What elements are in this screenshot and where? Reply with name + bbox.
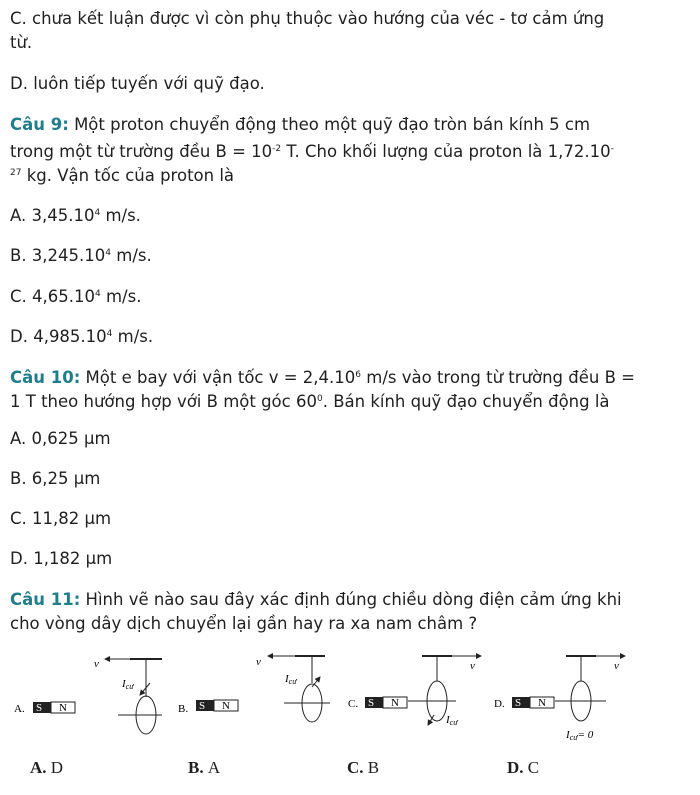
line-option-c-cont: từ. xyxy=(10,33,33,52)
question-11-line2: cho vòng dây dịch chuyển lại gần hay ra xa nam châm ? xyxy=(10,614,478,633)
figure-option-a xyxy=(14,658,162,734)
line-option-c: C. chưa kết luận được vì còn phụ thuộc vào hướng của véc - tơ cảm ứng xyxy=(10,9,605,28)
question-10-label: Câu 10: xyxy=(10,368,81,387)
q10-option-b: B. 6,25 μm xyxy=(10,469,101,488)
magnet-n-b: N xyxy=(222,700,230,712)
magnet-s-d: S xyxy=(515,697,522,709)
magnet-n-a: N xyxy=(59,702,67,714)
answer-a: A. D xyxy=(30,758,64,777)
icu-label-c: Icư xyxy=(446,714,458,727)
q10-option-c: C. 11,82 μm xyxy=(10,509,112,528)
q9-exp2: - xyxy=(610,144,614,154)
fig-label-b: B. xyxy=(178,703,189,715)
q9-option-a: A. 3,45.10$^4$ m/s. xyxy=(10,206,141,225)
question-9-text: Một proton chuyển động theo một quỹ đạo tròn bán kính 5 cm xyxy=(68,115,591,134)
magnet-s-c: S xyxy=(368,697,375,709)
icu-zero-label-d: Icư= 0 xyxy=(566,729,594,742)
magnet-n-d: N xyxy=(538,697,546,709)
q9-option-d: D. 4,985.10$^4$ m/s. xyxy=(10,327,154,346)
magnet-s-b: S xyxy=(199,700,206,712)
magnet-n-c: N xyxy=(391,697,399,709)
v-label-d: v xyxy=(614,660,619,672)
q10-option-a: A. 0,625 μm xyxy=(10,429,111,448)
answer-d: D. C xyxy=(507,758,540,777)
question-11-label: Câu 11: xyxy=(10,590,81,609)
q9-text-b1: trong một từ trường đều B = 10 xyxy=(10,142,273,161)
fig-label-c: C. xyxy=(348,698,359,710)
q9-exp1: -2 xyxy=(272,144,282,154)
figure-option-b xyxy=(178,656,330,722)
question-9-line1 xyxy=(10,114,590,136)
v-label-b: v xyxy=(256,656,261,668)
v-label-c: v xyxy=(470,660,475,672)
answer-b: B. A xyxy=(188,758,221,777)
q9-option-b: B. 3,245.10$^4$ m/s. xyxy=(10,246,152,265)
figure-option-d xyxy=(494,656,625,742)
question-9-line2 xyxy=(10,138,614,163)
question-11-line1: Câu 11: Hình vẽ nào sau đây xác định đúng chiều dòng điện cảm ứng khi xyxy=(10,590,622,609)
q9-text-c: kg. Vận tốc của proton là xyxy=(21,166,235,185)
magnet-s-a: S xyxy=(36,702,43,714)
icu-label-a: Icư xyxy=(122,678,134,691)
fig-label-a: A. xyxy=(14,703,25,715)
line-option-d: D. luôn tiếp tuyến với quỹ đạo. xyxy=(10,74,265,93)
fig-label-d: D. xyxy=(494,698,505,710)
question-10-line2: 1 T theo hướng hợp với B một góc $60^0$. Bán kính quỹ đạo chuyển động là xyxy=(10,392,610,411)
q10-option-d: D. 1,182 μm xyxy=(10,549,113,568)
question-10-line1: Câu 10: Một e bay với vận tốc $v = 2,4.10^6$ m/s vào trong từ trường đều B = xyxy=(10,368,635,387)
answer-c: C. B xyxy=(347,758,380,777)
q9-text-b2: T. Cho khối lượng của proton là 1,72.10 xyxy=(281,142,611,161)
icu-label-b: Icư xyxy=(285,673,297,686)
induction-figure xyxy=(0,645,700,745)
question-9-label: Câu 9: xyxy=(10,115,69,134)
v-label-a: v xyxy=(94,658,99,670)
question-9-line3 xyxy=(10,162,234,187)
q9-option-c: C. 4,65.10$^4$ m/s. xyxy=(10,287,142,306)
figure-option-c xyxy=(348,656,481,727)
q9-exp3: 27 xyxy=(10,168,22,178)
